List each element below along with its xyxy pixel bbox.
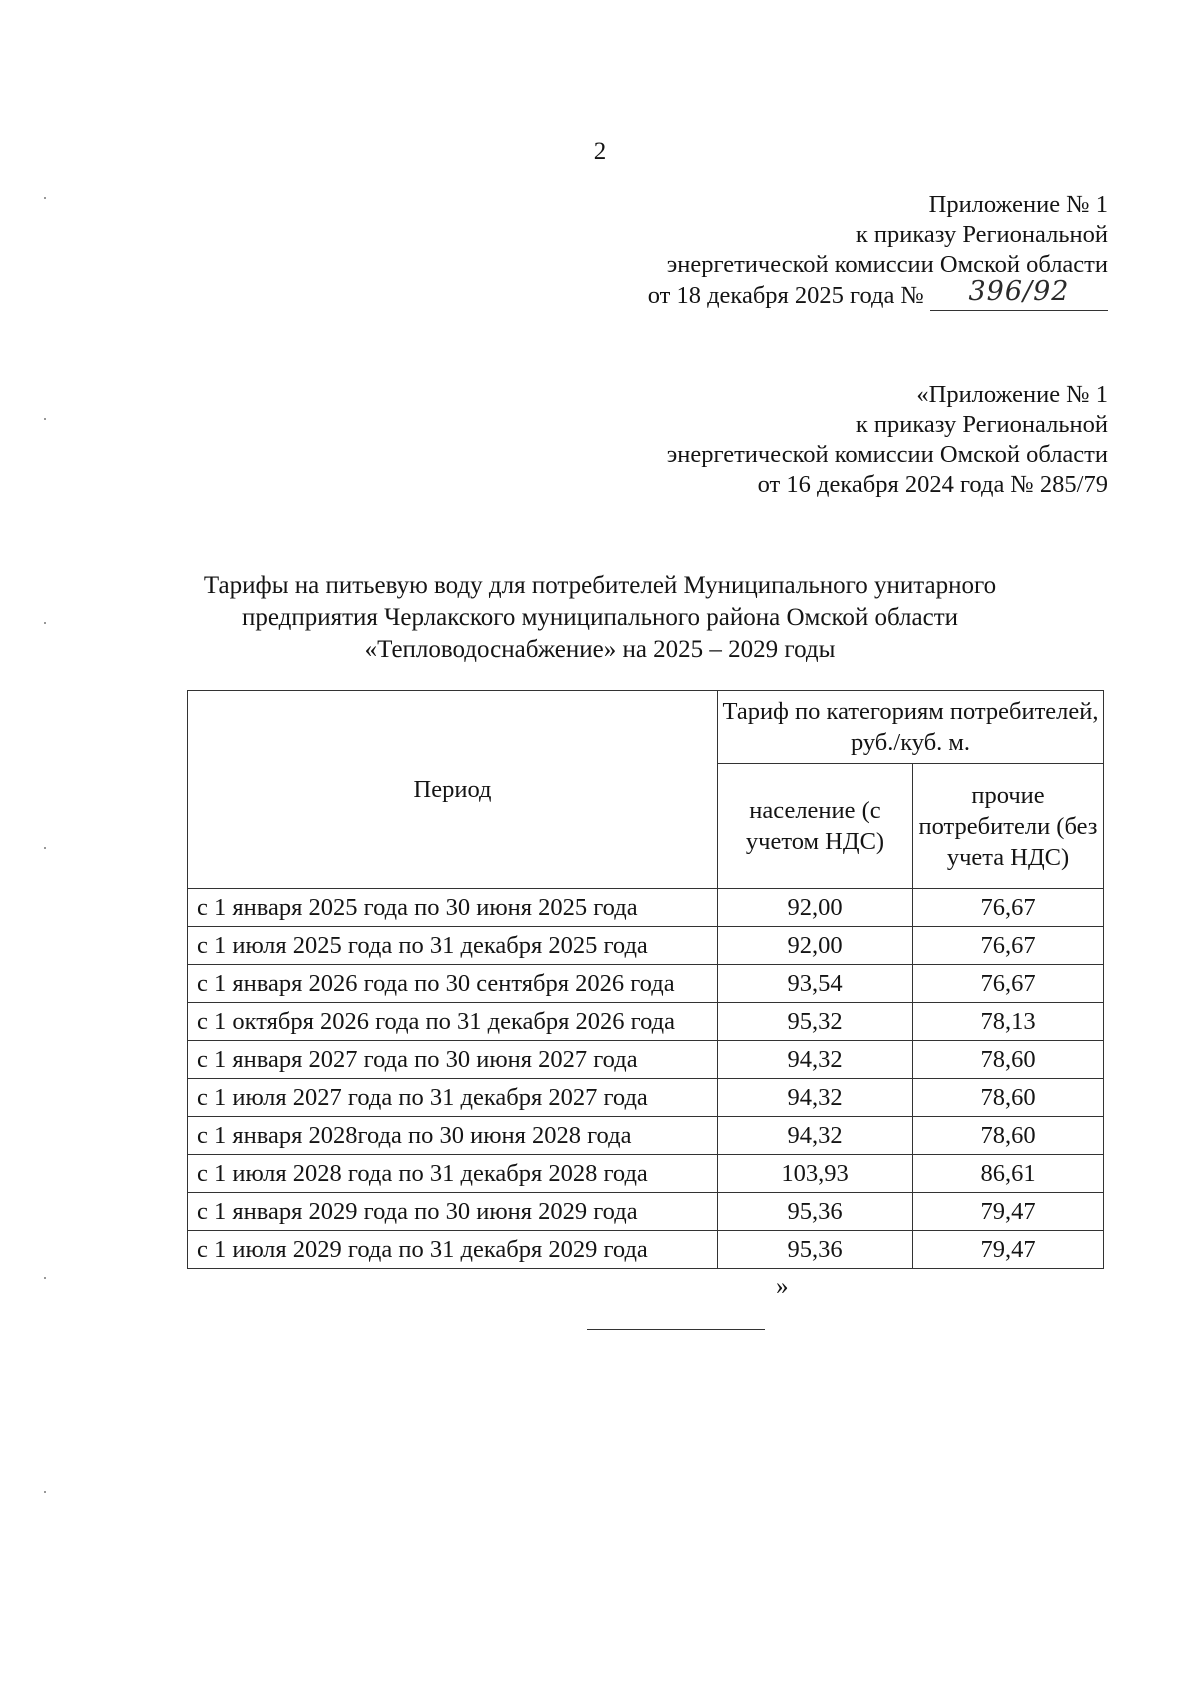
- other-tariff-cell: 86,61: [913, 1155, 1104, 1193]
- population-tariff-cell: 94,32: [718, 1079, 913, 1117]
- table-row: [188, 889, 1104, 927]
- population-tariff-cell: 95,32: [718, 1003, 913, 1041]
- document-title: [0, 570, 1200, 666]
- period-cell: с 1 июля 2029 года по 31 декабря 2029 года: [188, 1231, 718, 1269]
- closing-quote: »: [776, 1273, 789, 1300]
- scan-artifact: [44, 1277, 46, 1279]
- population-tariff-cell: 95,36: [718, 1231, 913, 1269]
- period-cell: с 1 января 2028года по 30 июня 2028 года: [188, 1117, 718, 1155]
- period-cell: с 1 января 2029 года по 30 июня 2029 года: [188, 1193, 718, 1231]
- other-tariff-cell: 78,60: [913, 1117, 1104, 1155]
- page-number: 2: [593, 138, 607, 165]
- scan-artifact: [44, 418, 46, 420]
- table-row: [188, 965, 1104, 1003]
- other-tariff-cell: 79,47: [913, 1193, 1104, 1231]
- other-tariff-cell: 76,67: [913, 889, 1104, 927]
- title-line: предприятия Черлакского муниципального района Омской области: [241, 604, 959, 631]
- period-cell: с 1 октября 2026 года по 31 декабря 2026 года: [188, 1003, 718, 1041]
- title-line: «Тепловодоснабжение» на 2025 – 2029 годы: [364, 636, 836, 663]
- tariff-table-body: [188, 889, 1104, 1269]
- table-row: [188, 1155, 1104, 1193]
- other-tariff-cell: 76,67: [913, 965, 1104, 1003]
- period-cell: с 1 января 2027 года по 30 июня 2027 года: [188, 1041, 718, 1079]
- other-tariff-cell: 78,60: [913, 1079, 1104, 1117]
- appendix-date: от 16 декабря 2024 года № 285/79: [757, 471, 1108, 498]
- other-tariff-cell: 76,67: [913, 927, 1104, 965]
- appendix-order-ref: к приказу Региональной: [855, 221, 1108, 248]
- other-tariff-cell: 78,60: [913, 1041, 1104, 1079]
- population-tariff-cell: 93,54: [718, 965, 913, 1003]
- appendix-authority: энергетической комиссии Омской области: [666, 441, 1108, 468]
- population-tariff-cell: 94,32: [718, 1041, 913, 1079]
- header-population: население (с учетом НДС): [718, 764, 913, 889]
- order-number-field: [930, 276, 1108, 311]
- population-tariff-cell: 103,93: [718, 1155, 913, 1193]
- appendix-date-line: [468, 276, 1108, 311]
- appendix-header-current: [468, 190, 1108, 311]
- header-period: Период: [188, 691, 718, 889]
- appendix-date: от 18 декабря 2025 года №: [647, 282, 924, 309]
- scan-artifact: [44, 197, 46, 199]
- title-line: Тарифы на питьевую воду для потребителей Муниципального унитарного: [203, 572, 997, 599]
- table-row: [188, 1003, 1104, 1041]
- period-cell: с 1 июля 2025 года по 31 декабря 2025 года: [188, 927, 718, 965]
- population-tariff-cell: 94,32: [718, 1117, 913, 1155]
- table-row: [188, 927, 1104, 965]
- other-tariff-cell: 78,13: [913, 1003, 1104, 1041]
- period-cell: с 1 января 2026 года по 30 сентября 2026 года: [188, 965, 718, 1003]
- table-row: [188, 1117, 1104, 1155]
- tariff-table: [187, 690, 1104, 1269]
- appendix-order-ref: к приказу Региональной: [855, 411, 1108, 438]
- appendix-authority: энергетической комиссии Омской области: [666, 251, 1108, 278]
- other-tariff-cell: 79,47: [913, 1231, 1104, 1269]
- scan-artifact: [44, 1491, 46, 1493]
- table-row: [188, 1231, 1104, 1269]
- header-other-consumers: прочие потребители (без учета НДС): [913, 764, 1104, 889]
- handwritten-order-number: 396/92: [968, 276, 1070, 307]
- end-divider: [587, 1329, 765, 1330]
- period-cell: с 1 июля 2028 года по 31 декабря 2028 года: [188, 1155, 718, 1193]
- table-row: [188, 1079, 1104, 1117]
- header-tariff-group: Тариф по категориям потребителей, руб./куб. м.: [718, 691, 1104, 764]
- appendix-header-previous: [468, 380, 1108, 500]
- population-tariff-cell: 92,00: [718, 889, 913, 927]
- table-row: [188, 1041, 1104, 1079]
- period-cell: с 1 июля 2027 года по 31 декабря 2027 года: [188, 1079, 718, 1117]
- population-tariff-cell: 92,00: [718, 927, 913, 965]
- scan-artifact: [44, 847, 46, 849]
- population-tariff-cell: 95,36: [718, 1193, 913, 1231]
- appendix-title: Приложение № 1: [928, 191, 1108, 218]
- appendix-title: «Приложение № 1: [916, 381, 1108, 408]
- scan-artifact: [44, 622, 46, 624]
- table-row: [188, 1193, 1104, 1231]
- period-cell: с 1 января 2025 года по 30 июня 2025 года: [188, 889, 718, 927]
